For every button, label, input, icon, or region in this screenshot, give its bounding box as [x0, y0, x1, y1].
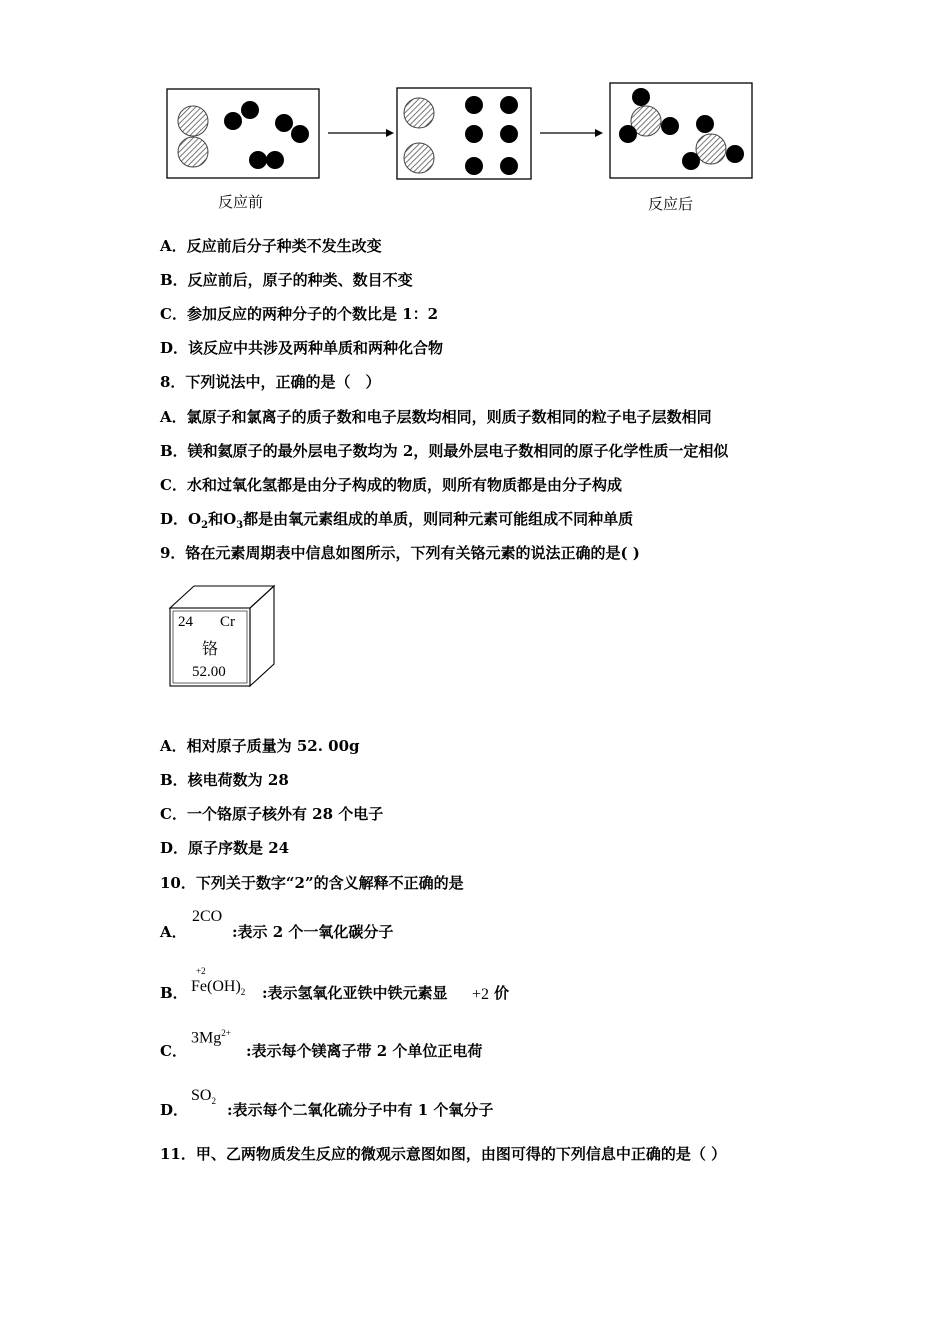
hatched-atom — [404, 98, 434, 128]
q7-option-c: C．参加反应的两种分子的个数比是 1：2 — [160, 305, 439, 323]
solid-atom — [696, 115, 714, 133]
element-symbol: Cr — [220, 614, 235, 630]
atomic-mass: 52.00 — [192, 664, 226, 680]
q10-option-b: B． +2 $Fe(OH)_2$ :表示氢氧化亚铁中铁元素显 +2 价 — [160, 966, 510, 1003]
solid-atom — [726, 145, 744, 163]
solid-atom — [275, 114, 293, 132]
q10-option-d: D． $SO_2$ :表示每个二氧化硫分子中有 1 个氧分子 — [160, 1087, 494, 1119]
solid-atom — [619, 125, 637, 143]
q10-stem: 10．下列关于数字“2”的含义解释不正确的是 — [160, 874, 464, 892]
formula-feoh2: $Fe(OH)_2$ — [191, 978, 246, 998]
hatched-atom — [178, 106, 208, 136]
arrow-icon — [386, 129, 394, 137]
q9-stem: 9．铬在元素周期表中信息如图所示，下列有关铬元素的说法正确的是( ) — [160, 544, 640, 562]
solid-atom — [661, 117, 679, 135]
q9-option-d: D．原子序数是 24 — [160, 839, 290, 857]
atomic-number: 24 — [178, 614, 193, 630]
formula-3mg: $3Mg^{2+}$ — [191, 1028, 231, 1047]
solid-atom — [632, 88, 650, 106]
q11-stem: 11．甲、乙两物质发生反应的微观示意图如图，由图可得的下列信息中正确的是（ ） — [160, 1145, 727, 1163]
q8-option-c: C．水和过氧化氢都是由分子构成的物质，则所有物质都是由分子构成 — [160, 476, 622, 494]
hatched-atom — [696, 134, 726, 164]
solid-atom — [500, 125, 518, 143]
q7-option-d: D．该反应中共涉及两种单质和两种化合物 — [160, 339, 444, 357]
formula-2co: 2CO — [192, 908, 223, 925]
q8-stem: 8．下列说法中，正确的是（ ） — [160, 373, 381, 391]
solid-atom — [465, 96, 483, 114]
element-name: 铬 — [202, 639, 219, 658]
element-card — [160, 582, 280, 692]
q10-option-a: A． 2CO :表示 2 个一氧化碳分子 — [160, 908, 394, 941]
q9-option-a: A．相对原子质量为 52. 00g — [160, 737, 360, 755]
hatched-atom — [178, 137, 208, 167]
q8-option-a: A．氯原子和氯离子的质子数和电子层数均相同，则质子数相同的粒子电子层数相同 — [160, 408, 712, 426]
arrow-icon — [595, 129, 603, 137]
q7-option-a: A．反应前后分子种类不发生改变 — [160, 237, 382, 255]
solid-atom — [682, 152, 700, 170]
solid-atom — [224, 112, 242, 130]
q8-option-b: B．镁和氦原子的最外层电子数均为 2，则最外层电子数相同的原子化学性质一定相似 — [160, 442, 729, 460]
solid-atom — [241, 101, 259, 119]
solid-atom — [266, 151, 284, 169]
solid-atom — [500, 96, 518, 114]
hatched-atom — [404, 143, 434, 173]
q9-option-b: B．核电荷数为 28 — [160, 771, 289, 789]
q8-option-d: D．$O_2$和$O_3$都是由氧元素组成的单质，则同种元素可能组成不同种单质 — [160, 510, 634, 531]
after-label: 反应后 — [648, 195, 694, 213]
solid-atom — [500, 157, 518, 175]
solid-atom — [465, 125, 483, 143]
solid-atom — [249, 151, 267, 169]
q9-option-c: C．一个铬原子核外有 28 个电子 — [160, 805, 384, 823]
solid-atom — [465, 157, 483, 175]
before-label: 反应前 — [218, 193, 264, 211]
formula-so2: $SO_2$ — [191, 1087, 216, 1107]
charge-mark: +2 — [196, 966, 206, 976]
solid-atom — [291, 125, 309, 143]
q10-option-c: C． $3Mg^{2+}$ :表示每个镁离子带 2 个单位正电荷 — [160, 1028, 483, 1060]
q7-option-b: B．反应前后，原子的种类、数目不变 — [160, 271, 413, 289]
